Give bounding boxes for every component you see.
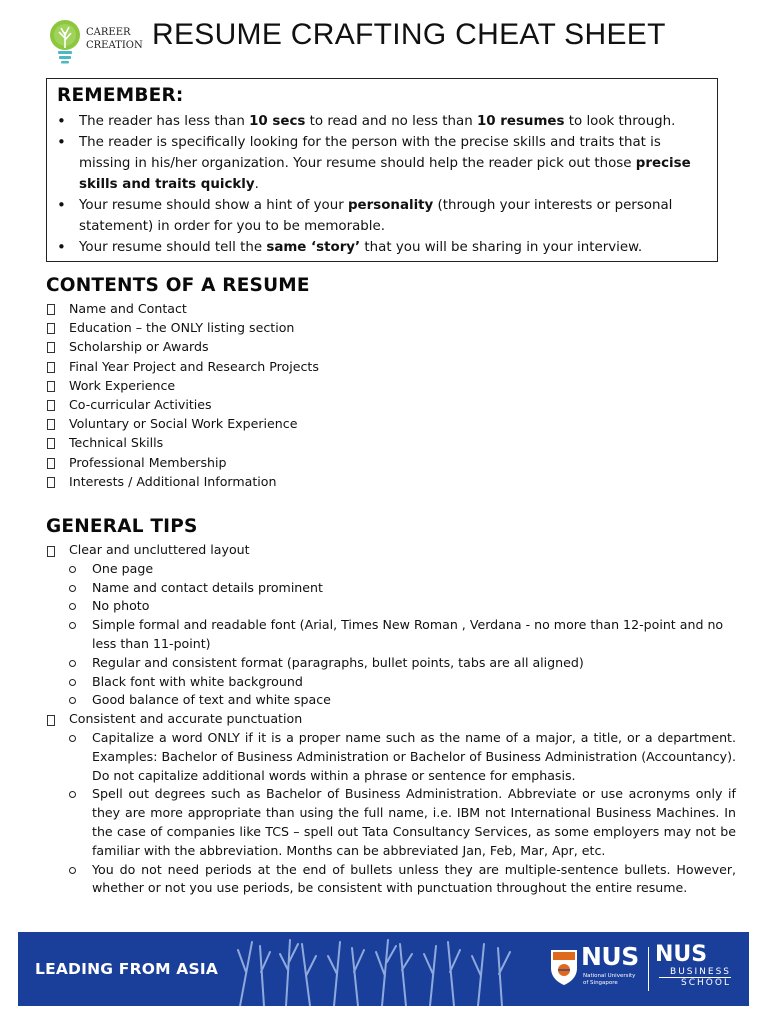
bullet-text: (through your interests or personal statement) in order for you to be memorable. bbox=[79, 198, 673, 234]
contents-item-label: Final Year Project and Research Projects bbox=[69, 358, 319, 374]
checkbox-icon bbox=[47, 715, 55, 726]
tips-subitem bbox=[69, 579, 736, 598]
tips-subitem bbox=[69, 729, 736, 785]
remember-heading: REMEMBER: bbox=[57, 85, 184, 106]
bullet-text: Your resume should tell the bbox=[79, 240, 267, 255]
tips-subitem-text: One page bbox=[92, 560, 154, 576]
business-school-rule bbox=[659, 977, 731, 978]
remember-box bbox=[46, 78, 718, 262]
footer-banner bbox=[18, 932, 749, 1006]
checkbox-icon bbox=[47, 438, 55, 449]
bullet-text: to read and no less than bbox=[305, 114, 477, 129]
footer-tagline: LEADING FROM ASIA bbox=[35, 960, 219, 978]
nus-subtext-line: of Singapore bbox=[583, 979, 618, 986]
contents-item bbox=[46, 318, 319, 337]
contents-heading: CONTENTS OF A RESUME bbox=[46, 275, 310, 296]
remember-bullet bbox=[79, 195, 707, 237]
emphasis-text: personality bbox=[347, 198, 434, 213]
tips-subitem bbox=[69, 861, 736, 899]
tips-subitem-text: Good balance of text and white space bbox=[92, 692, 331, 708]
contents-item bbox=[46, 433, 319, 452]
checkbox-icon bbox=[47, 400, 55, 411]
checkbox-icon bbox=[47, 362, 55, 373]
circle-bullet-icon bbox=[69, 660, 76, 667]
tips-subitem-text: Capitalize a word ONLY if it is a proper name such as the name of a major, a title, or a department. Examples: Bachelor of Business Administration or Bachelor of Business Administration (Accountancy). Do not capitalize additional words within a phrase or sentence for emphasis. bbox=[92, 729, 736, 783]
contents-list bbox=[46, 299, 319, 491]
footer-divider bbox=[648, 947, 649, 991]
tips-heading: GENERAL TIPS bbox=[46, 516, 198, 537]
tips-subitem-text: You do not need periods at the end of bullets unless they are multiple-sentence bullets. However, whether or not you use periods, be consistent with punctuation throughout the entire resume. bbox=[92, 861, 736, 896]
contents-item-label: Technical Skills bbox=[69, 435, 164, 451]
circle-bullet-icon bbox=[69, 566, 76, 573]
tips-subitem bbox=[69, 560, 736, 579]
contents-item bbox=[46, 357, 319, 376]
logo-line-career: CAREER bbox=[86, 27, 131, 38]
circle-bullet-icon bbox=[69, 735, 76, 742]
tips-subitem-text: Name and contact details prominent bbox=[92, 579, 323, 595]
emphasis-text: same ‘story’ bbox=[266, 240, 361, 255]
tree-branches-graphic bbox=[230, 932, 530, 1006]
remember-bullet bbox=[79, 111, 707, 132]
tips-item bbox=[46, 710, 736, 898]
bullet-text: . bbox=[254, 177, 259, 192]
contents-item bbox=[46, 472, 319, 491]
contents-item bbox=[46, 299, 319, 318]
emphasis-text: precise skills and traits quickly bbox=[79, 156, 691, 192]
contents-item-label: Voluntary or Social Work Experience bbox=[69, 416, 298, 432]
bullet-text: The reader has less than bbox=[79, 114, 250, 129]
remember-list bbox=[57, 111, 707, 258]
contents-item-label: Work Experience bbox=[69, 377, 176, 393]
contents-item-label: Name and Contact bbox=[69, 301, 187, 316]
circle-bullet-icon bbox=[69, 603, 76, 610]
tips-subitem bbox=[69, 673, 736, 692]
remember-bullet bbox=[79, 132, 707, 195]
tips-subitem bbox=[69, 616, 736, 654]
checkbox-icon bbox=[47, 304, 55, 315]
circle-bullet-icon bbox=[69, 679, 76, 686]
tips-item-label: Clear and uncluttered layout bbox=[69, 542, 250, 557]
checkbox-icon bbox=[47, 381, 55, 392]
tips-subitem bbox=[69, 654, 736, 673]
checkbox-icon bbox=[47, 477, 55, 488]
contents-item-label: Interests / Additional Information bbox=[69, 473, 277, 489]
nus-subtext-line: National University bbox=[583, 973, 636, 979]
tips-item-label: Consistent and accurate punctuation bbox=[69, 711, 303, 727]
circle-bullet-icon bbox=[69, 867, 76, 874]
tips-subitem-text: Regular and consistent format (paragraphs, bullet points, tabs are all aligned) bbox=[92, 654, 584, 670]
contents-item bbox=[46, 414, 319, 433]
logo-wordmark bbox=[86, 26, 143, 52]
contents-item bbox=[46, 395, 319, 414]
circle-bullet-icon bbox=[69, 791, 76, 798]
checkbox-icon bbox=[47, 419, 55, 430]
tips-sublist bbox=[69, 729, 736, 898]
tips-subitem-text: Black font with white background bbox=[92, 673, 303, 689]
circle-bullet-icon bbox=[69, 697, 76, 704]
page-header bbox=[46, 16, 736, 68]
contents-item bbox=[46, 337, 319, 356]
tips-subitem bbox=[69, 785, 736, 860]
tips-sublist bbox=[69, 560, 736, 710]
bullet-text: to look through. bbox=[564, 114, 676, 129]
circle-bullet-icon bbox=[69, 622, 76, 629]
business-label: BUSINESS bbox=[670, 967, 731, 977]
checkbox-icon bbox=[47, 342, 55, 353]
tips-list bbox=[46, 541, 736, 898]
tips-subitem-text: No photo bbox=[92, 598, 150, 614]
tips-item bbox=[46, 541, 736, 710]
bullet-text: Your resume should show a hint of your bbox=[79, 198, 348, 213]
tips-subitem bbox=[69, 691, 736, 710]
contents-item-label: Education – the ONLY listing section bbox=[69, 320, 295, 336]
contents-item bbox=[46, 376, 319, 395]
nus-subtext bbox=[583, 973, 635, 986]
lightbulb-tree-icon bbox=[46, 18, 84, 66]
circle-bullet-icon bbox=[69, 585, 76, 592]
tips-subitem-text: Spell out degrees such as Bachelor of Business Administration. Abbreviate or use acronyms only if they are more appropriate than using the full name, i.e. IBM not International Business Machines. In the case of companies like TCS – spell out Tata Consultancy Services, as some employers may not be familiar with the abbreviation. Months can be abbreviated Jan, Feb, Mar, Apr, etc. bbox=[92, 786, 736, 858]
contents-item-label: Professional Membership bbox=[69, 454, 227, 470]
logo-line-creation: CREATION bbox=[86, 40, 143, 51]
nus-crest-icon bbox=[549, 948, 579, 986]
contents-item-label: Co-curricular Activities bbox=[69, 396, 212, 412]
tips-subitem-text: Simple formal and readable font (Arial, Times New Roman , Verdana - no more than 12-point and no less than 11-point) bbox=[92, 617, 724, 651]
career-creation-logo bbox=[46, 16, 156, 68]
nus-business-wordmark: NUS bbox=[655, 942, 708, 967]
checkbox-icon bbox=[47, 323, 55, 334]
page-title: RESUME CRAFTING CHEAT SHEET bbox=[152, 18, 666, 51]
bullet-text: that you will be sharing in your interview. bbox=[360, 240, 643, 255]
school-label: SCHOOL bbox=[681, 978, 731, 988]
emphasis-text: 10 secs bbox=[249, 114, 306, 129]
checkbox-icon bbox=[47, 458, 55, 469]
contents-item bbox=[46, 453, 319, 472]
contents-item-label: Scholarship or Awards bbox=[69, 339, 209, 355]
bullet-text: The reader is specifically looking for the person with the precise skills and traits that is missing in his/her organization. Your resume should help the reader pick out those bbox=[79, 135, 661, 171]
nus-wordmark: NUS bbox=[581, 942, 639, 971]
remember-bullet bbox=[79, 237, 707, 258]
business-school-subtext bbox=[659, 967, 731, 989]
tips-subitem bbox=[69, 597, 736, 616]
emphasis-text: 10 resumes bbox=[476, 114, 565, 129]
checkbox-icon bbox=[47, 546, 55, 557]
